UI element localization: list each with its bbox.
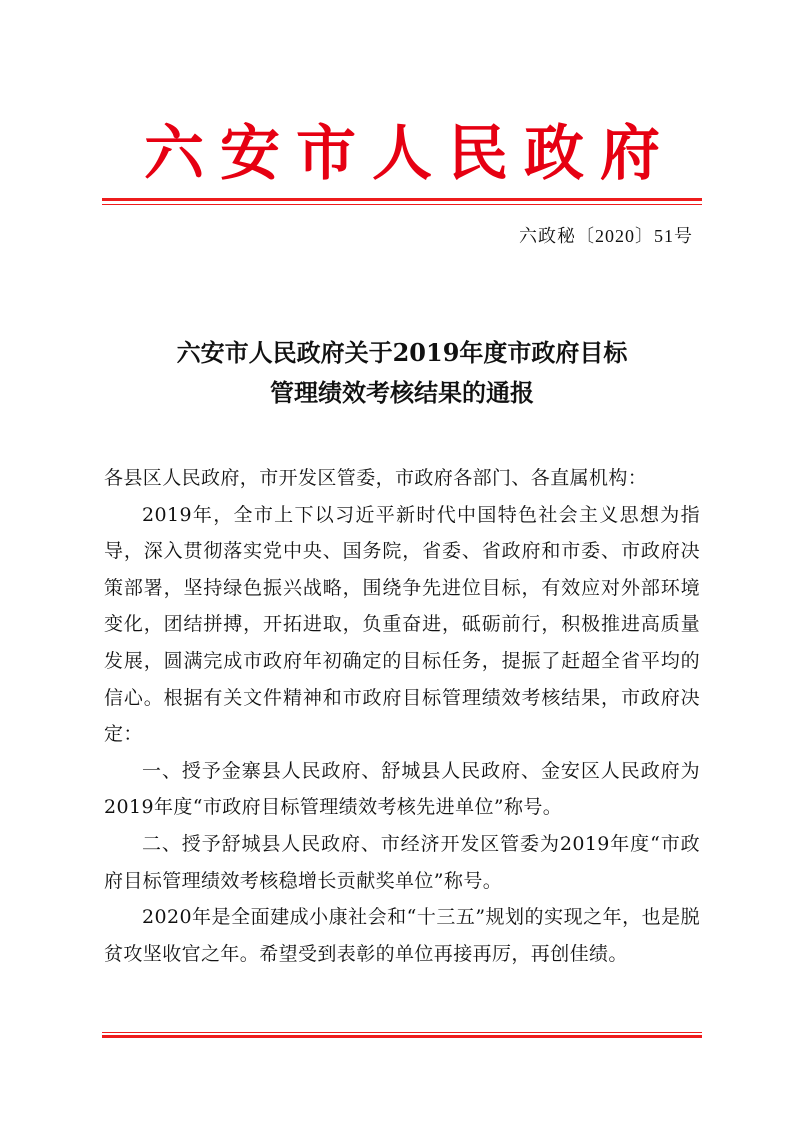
masthead-title: 六安市人民政府 [144,119,676,189]
paragraph-award-1: 一、授予金寨县人民政府、舒城县人民政府、金安区人民政府为2019年度“市政府目标管理绩效考核先进单位”称号。 [104,759,700,819]
title-line-2: 管理绩效考核结果的通报 [270,378,534,407]
header-rule-thick [102,198,702,201]
footer-rule-thick [102,1035,702,1038]
salutation: 各县区人民政府，市开发区管委，市政府各部门、各直属机构： [104,467,648,489]
document-number: 六政秘〔2020〕51号 [519,226,693,246]
footer-rule-thin [102,1032,702,1033]
document-body [104,460,700,972]
title-line-1: 六安市人民政府关于2019年度市政府目标 [176,338,628,367]
paragraph-intro: 2019年，全市上下以习近平新时代中国特色社会主义思想为指导，深入贯彻落实党中央、国务院，省委、省政府和市委、市政府决策部署，坚持绿色振兴战略，围绕争先进位目标，有效应对外部环境变化，团结拼搏，开拓进取，负重奋进，砥砺前行，积极推进高质量发展，圆满完成市政府年初确定的目标任务，提振了赶超全省平均的信心。根据有关文件精神和市政府目标管理绩效考核结果，市政府决定： [104,503,700,746]
paragraph-award-2: 二、授予舒城县人民政府、市经济开发区管委为2019年度“市政府目标管理绩效考核稳增长贡献奖单位”称号。 [104,832,700,892]
header-rule-thin [102,204,702,205]
paragraph-closing: 2020年是全面建成小康社会和“十三五”规划的实现之年，也是脱贫攻坚收官之年。希望受到表彰的单位再接再厉，再创佳绩。 [104,906,700,965]
document-title [102,333,702,413]
